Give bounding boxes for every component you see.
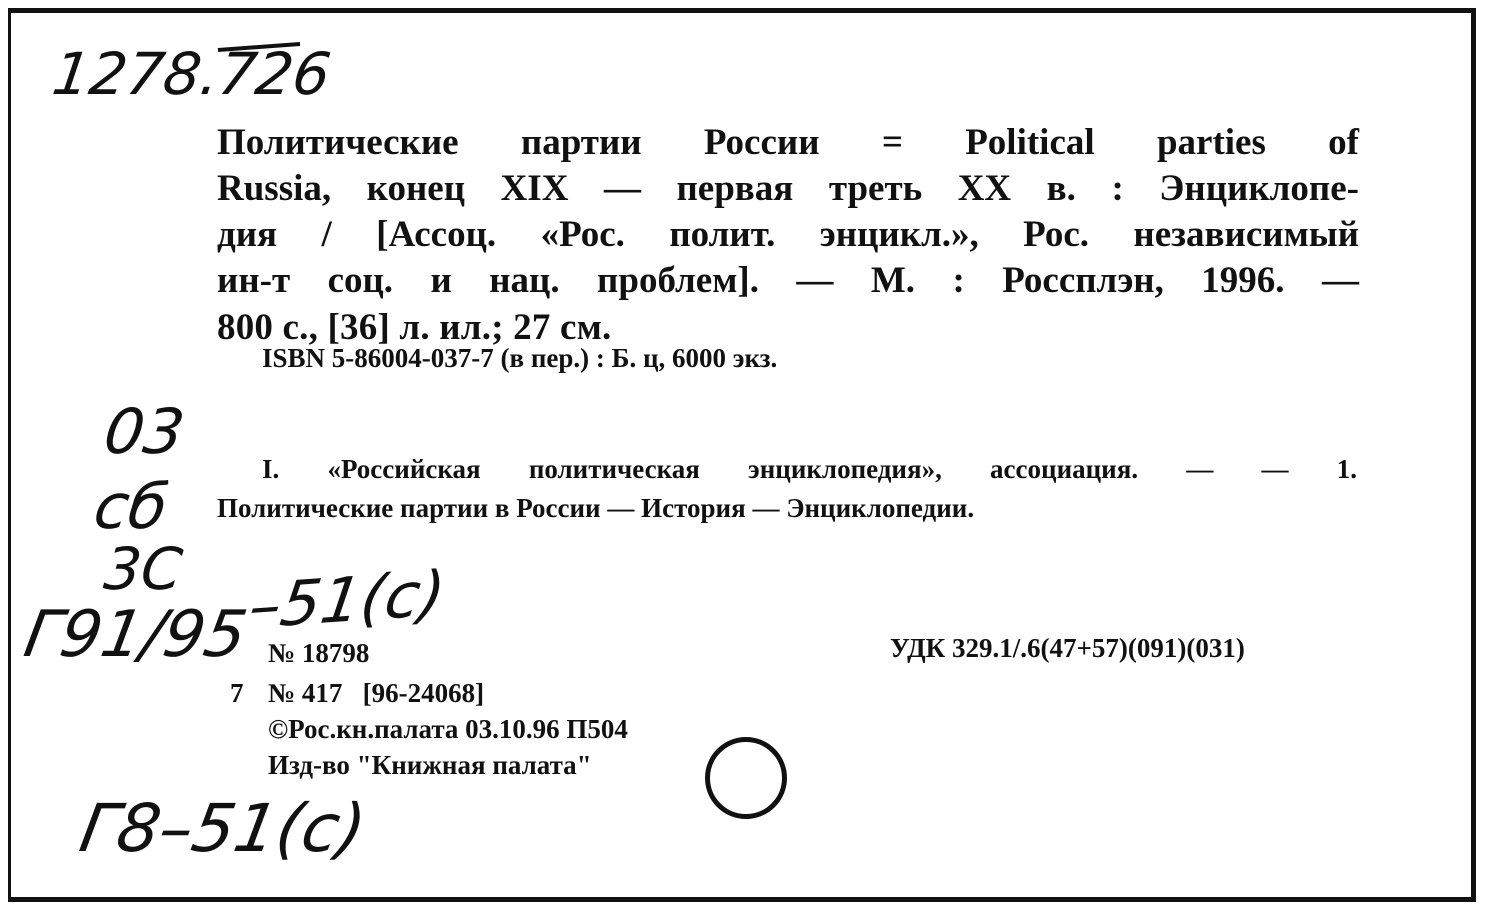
handwritten-51c: –51(с) [244,556,450,643]
punch-hole [705,737,787,819]
copyright-line: ©Рос.кн.палата 03.10.96 П504 [268,714,628,744]
footer-seven: 7 [230,678,244,708]
publisher-line: Изд-во "Книжная палата" [268,750,592,780]
handwritten-g91: Г91/95 [18,598,253,672]
entry-line-5: 800 с., [36] л. ил.; 27 см. [217,307,612,348]
tracing-line-2: Политические партии в России — История — Энциклопедии. [217,493,975,523]
isbn-line: ISBN 5-86004-037-7 (в пер.) : Б. ц, 6000 экз. [262,343,778,373]
card-number: № 18798 [268,638,370,668]
handwritten-g8-51c: Г8–51(с) [74,790,372,867]
tracing-line-1: I. «Российская политическая энциклопедия», ассоциация. — — 1. [262,454,1357,484]
udk-code: УДК 329.1/.6(47+57)(091)(031) [890,633,1245,663]
record-number: № 417 [96-24068] [268,678,485,708]
entry-line-4: ин-т соц. и нац. проблем]. — М. : Россплэн, 1996. — [217,260,1359,301]
entry-line-1: Политические партии России = Political parties of [217,122,1359,163]
entry-line-2: Russia, конец XIX — первая треть XX в. : Энциклопе- [217,168,1359,209]
handwritten-zs: 3С [100,535,186,603]
handwritten-03: 03 [99,395,189,468]
entry-line-3: дия / [Ассоц. «Рос. полит. энцикл.», Рос. независимый [217,214,1359,255]
handwritten-call-number: 1278.726 [48,40,335,108]
handwritten-sb: сб [89,470,173,543]
entry-body [217,120,1359,304]
